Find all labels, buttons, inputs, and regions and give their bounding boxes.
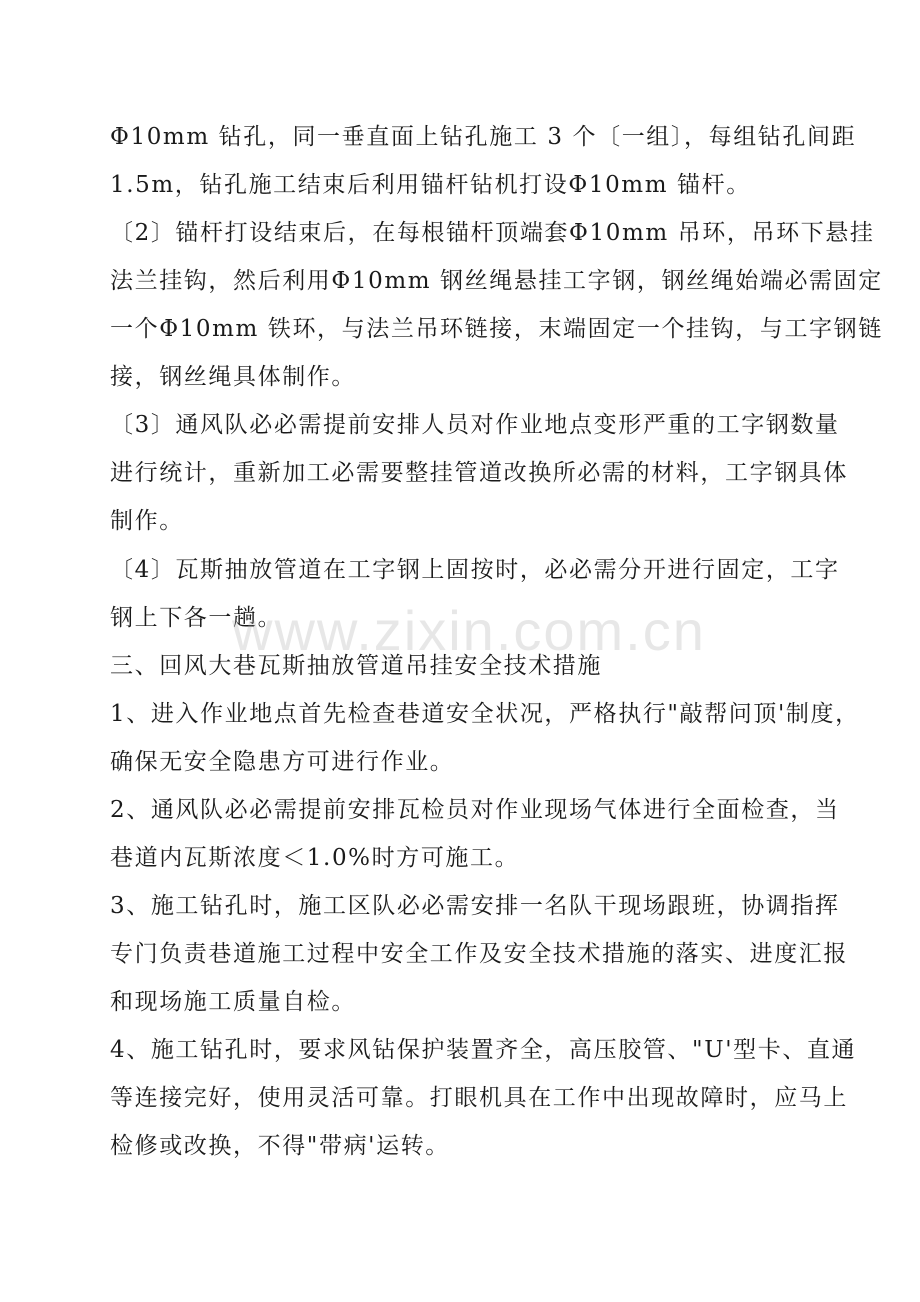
text-line: 接，钢丝绳具体制作。 bbox=[110, 364, 356, 390]
text-line: 2、通风队必必需提前安排瓦检员对作业现场气体进行全面检查，当 bbox=[110, 797, 840, 823]
text-line: 专门负责巷道施工过程中安全工作及安全技术措施的落实、进度汇报 bbox=[110, 941, 848, 967]
text-line: 4、施工钻孔时，要求风钻保护装置齐全，高压胶管、"U'型卡、直通 bbox=[110, 1037, 857, 1063]
text-line: 3、施工钻孔时，施工区队必必需安排一名队干现场跟班，协调指挥 bbox=[110, 893, 840, 919]
text-line: Φ10mm 钻孔，同一垂直面上钻孔施工 3 个〔一组〕，每组钻孔间距 bbox=[110, 124, 857, 150]
text-line: 钢上下各一趟。 bbox=[110, 605, 283, 631]
text-line: 等连接完好，使用灵活可靠。打眼机具在工作中出现故障时，应马上 bbox=[110, 1085, 848, 1111]
text-line: 1.5m，钻孔施工结束后利用锚杆钻机打设Φ10mm 锚杆。 bbox=[110, 172, 751, 198]
text-line: 检修或改换，不得"带病'运转。 bbox=[110, 1133, 450, 1159]
text-line: 巷道内瓦斯浓度＜1.0%时方可施工。 bbox=[110, 845, 520, 871]
text-line: 1、进入作业地点首先检查巷道安全状况，严格执行"敲帮问顶'制度， bbox=[110, 701, 860, 727]
watermark: www.zixin.com.cn bbox=[232, 599, 706, 662]
text-line: 一个Φ10mm 铁环，与法兰吊环链接，末端固定一个挂钩，与工字钢链 bbox=[110, 316, 883, 342]
text-line: 〔4〕瓦斯抽放管道在工字钢上固按时，必必需分开进行固定，工字 bbox=[110, 557, 840, 583]
text-line: 法兰挂钩，然后利用Φ10mm 钢丝绳悬挂工字钢，钢丝绳始端必需固定 bbox=[110, 268, 883, 294]
text-line: 〔3〕通风队必必需提前安排人员对作业地点变形严重的工字钢数量 bbox=[110, 412, 840, 438]
text-line: 进行统计，重新加工必需要整挂管道改换所必需的材料，工字钢具体 bbox=[110, 460, 848, 486]
text-line: 和现场施工质量自检。 bbox=[110, 989, 356, 1015]
section-heading: 三、回风大巷瓦斯抽放管道吊挂安全技术措施 bbox=[110, 653, 602, 679]
text-line: 确保无安全隐患方可进行作业。 bbox=[110, 749, 455, 775]
text-line: 〔2〕锚杆打设结束后，在每根锚杆顶端套Φ10mm 吊环，吊环下悬挂 bbox=[110, 220, 875, 246]
text-line: 制作。 bbox=[110, 508, 184, 534]
